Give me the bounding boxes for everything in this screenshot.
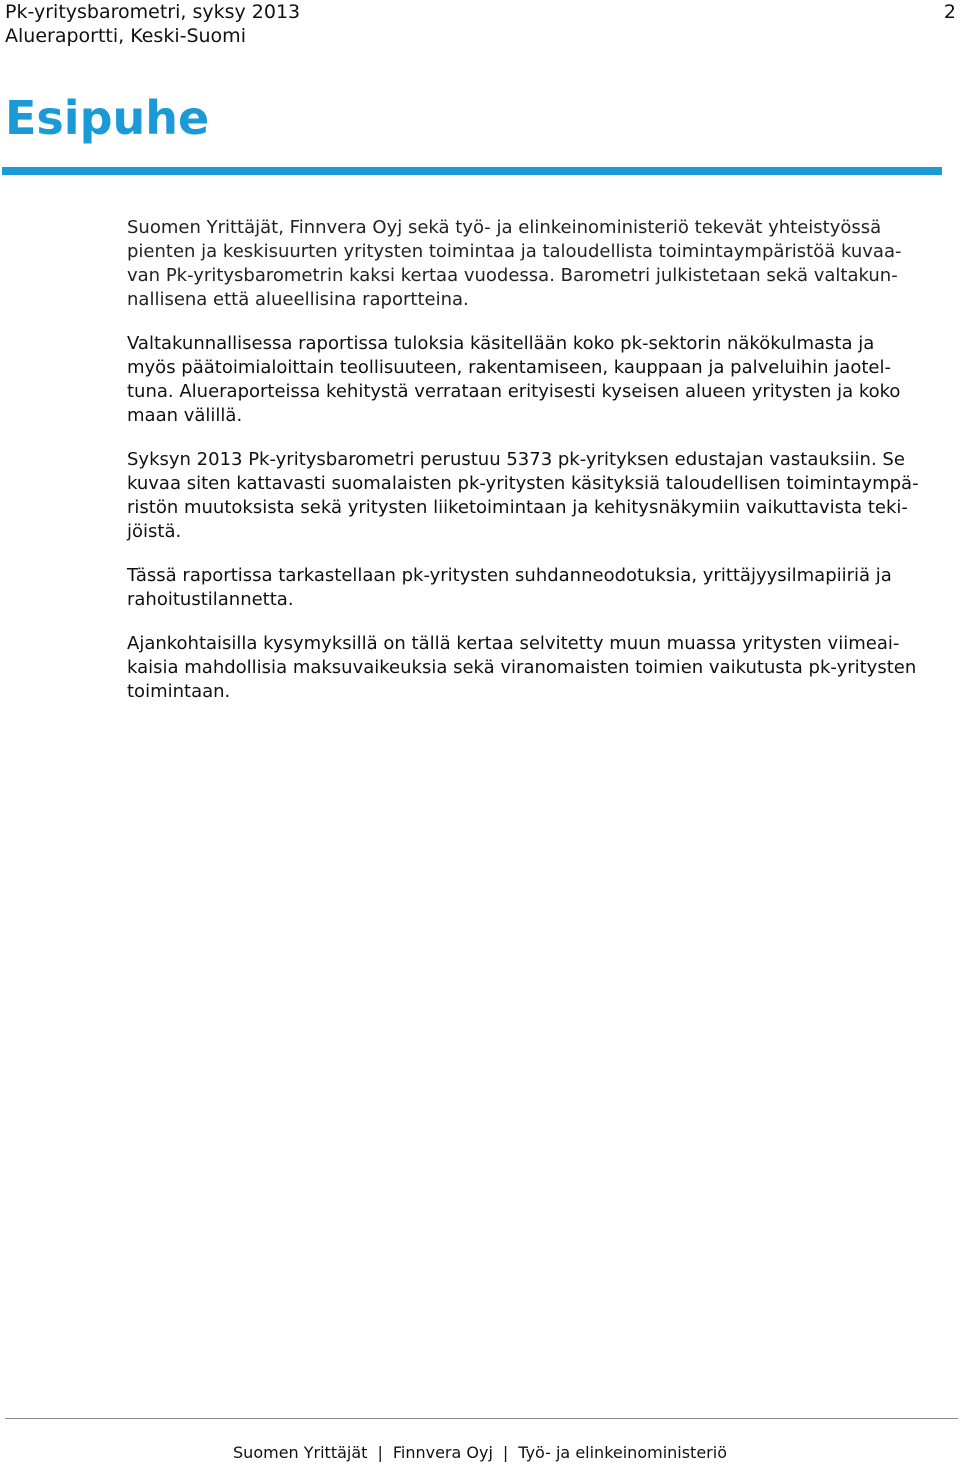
- paragraph-line: Syksyn 2013 Pk-yritysbarometri perustuu 5373 pk-yrityksen edustajan vastauksiin. Se: [127, 449, 905, 470]
- header-report-subtitle: Alueraportti, Keski-Suomi: [5, 25, 246, 47]
- paragraph-3: [127, 448, 927, 544]
- paragraph-line: van Pk-yritysbarometrin kaksi kertaa vuodessa. Barometri julkistetaan sekä valtakun-: [127, 265, 898, 286]
- paragraph-line: tuna. Alueraporteissa kehitystä verrataan erityisesti kyseisen alueen yritysten ja koko: [127, 381, 901, 402]
- page-number: 2: [943, 1, 956, 23]
- paragraph-line: nallisena että alueellisina raportteina.: [127, 289, 469, 310]
- paragraph-line: Ajankohtaisilla kysymyksillä on tällä kertaa selvitetty muun muassa yritysten viimeai-: [127, 633, 900, 654]
- paragraph-2: [127, 332, 927, 428]
- paragraph-5: [127, 632, 927, 704]
- paragraph-line: Tässä raportissa tarkastellaan pk-yritysten suhdanneodotuksia, yrittäjyysilmapiiriä ja: [127, 565, 892, 586]
- body-text: [127, 216, 927, 724]
- page-title: Esipuhe: [5, 91, 210, 145]
- footer-org-suomen-yrittajat: Suomen Yrittäjät: [233, 1443, 368, 1462]
- paragraph-line: pienten ja keskisuurten yritysten toimintaa ja taloudellista toimintaympäristöä kuvaa-: [127, 241, 902, 262]
- paragraph-line: jöistä.: [127, 521, 182, 542]
- paragraph-4: [127, 564, 927, 612]
- footer-separator: |: [502, 1443, 509, 1462]
- paragraph-line: myös päätoimialoittain teollisuuteen, rakentamiseen, kauppaan ja palveluihin jaotel-: [127, 357, 891, 378]
- paragraph-line: kuvaa siten kattavasti suomalaisten pk-yritysten käsityksiä taloudellisen toimintaympä-: [127, 473, 919, 494]
- paragraph-1: [127, 216, 927, 312]
- paragraph-line: Valtakunnallisessa raportissa tuloksia käsitellään koko pk-sektorin näkökulmasta ja: [127, 333, 875, 354]
- footer-org-finnvera: Finnvera Oyj: [392, 1443, 493, 1462]
- title-divider: [2, 167, 942, 175]
- paragraph-line: toimintaan.: [127, 681, 231, 702]
- paragraph-line: Suomen Yrittäjät, Finnvera Oyj sekä työ- ja elinkeinoministeriö tekevät yhteistyössä: [127, 217, 882, 238]
- page-footer: [0, 1442, 960, 1464]
- header-report-title: Pk-yritysbarometri, syksy 2013: [5, 1, 301, 23]
- footer-org-tem: Työ- ja elinkeinoministeriö: [518, 1443, 727, 1462]
- footer-divider: [5, 1418, 958, 1419]
- paragraph-line: ristön muutoksista sekä yritysten liiketoimintaan ja kehitysnäkymiin vaikuttavista teki-: [127, 497, 908, 518]
- footer-separator: |: [377, 1443, 383, 1462]
- paragraph-line: maan välillä.: [127, 405, 243, 426]
- paragraph-line: kaisia mahdollisia maksuvaikeuksia sekä viranomaisten toimien vaikutusta pk-yritysten: [127, 657, 917, 678]
- paragraph-line: rahoitustilannetta.: [127, 589, 294, 610]
- running-header: [5, 0, 300, 48]
